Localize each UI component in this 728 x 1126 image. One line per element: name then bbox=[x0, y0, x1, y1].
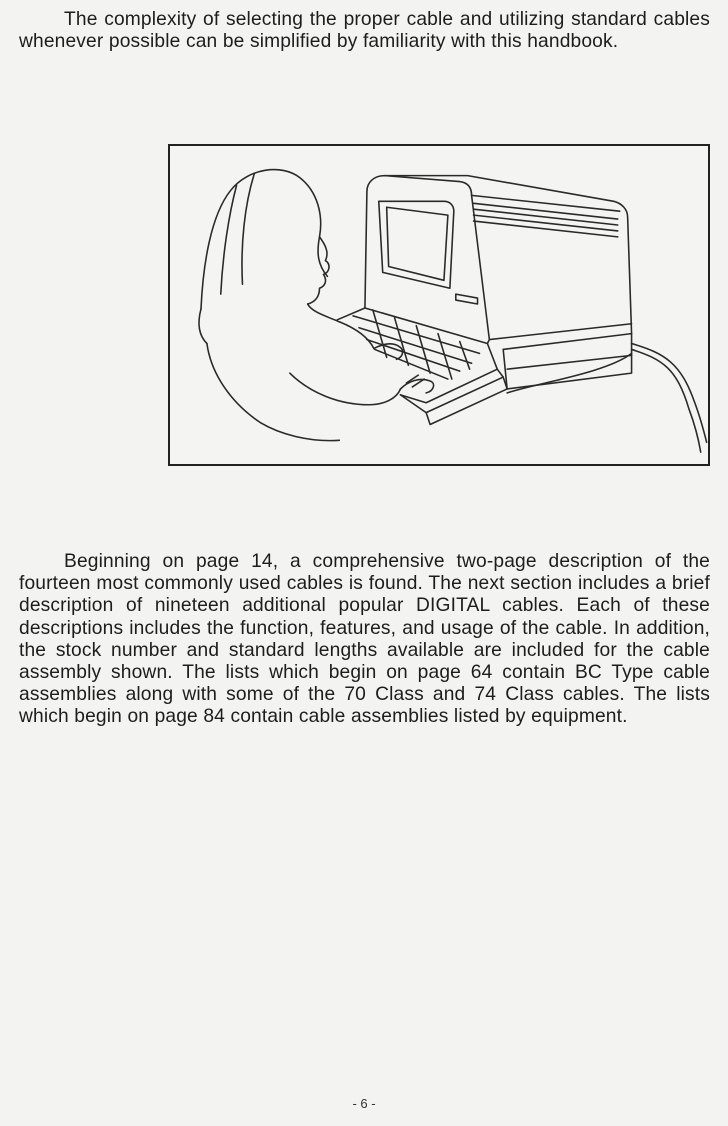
description-paragraph: Beginning on page 14, a comprehensive two-page description of the fourteen most commonly used cables is found. The next section includes a brief description of nineteen additional popular DIGITAL cables. Each of these descriptions includes the function, features, and usage of the cable. In addition, the stock number and standard lengths available are included for the cable assembly shown. The lists which begin on page 64 contain BC Type cable assemblies along with some of the 70 Class and 74 Class cables. The lists which begin on page 84 contain cable assemblies listed by equipment. bbox=[19, 551, 710, 728]
terminal-illustration bbox=[168, 144, 710, 466]
page-number: - 6 - bbox=[352, 1096, 376, 1111]
intro-paragraph: The complexity of selecting the proper cable and utilizing standard cables whenever possible can be simplified by familiarity with this handbook. bbox=[19, 9, 710, 53]
terminal-drawing bbox=[170, 146, 708, 464]
